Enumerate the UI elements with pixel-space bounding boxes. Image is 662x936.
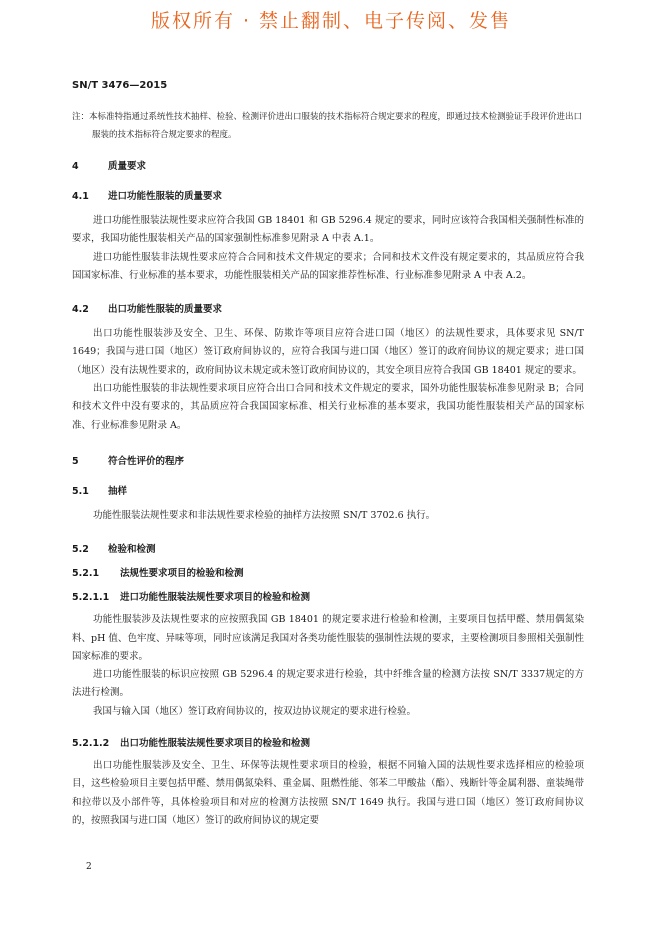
section-4-1-heading: [72, 188, 584, 202]
section-number: 4.2: [72, 304, 89, 316]
section-5-heading: [72, 453, 584, 467]
paragraph: 我国与输入国（地区）签订政府间协议的，按双边协议规定的要求进行检验。: [93, 705, 417, 717]
section-number: 5: [72, 455, 79, 467]
section-number: 5.2.1.2: [72, 738, 110, 750]
section-5-2-1-2-heading: [72, 735, 584, 749]
section-number: 5.1: [72, 485, 89, 497]
section-title: 法规性要求项目的检验和检测: [120, 568, 244, 580]
section-title: 进口功能性服装法规性要求项目的检验和检测: [120, 592, 311, 604]
section-title: 质量要求: [108, 161, 147, 172]
document-body: [72, 108, 584, 830]
standard-number: SN/T 3476—2015: [72, 80, 168, 91]
section-5-2-1-1-heading: [72, 589, 584, 603]
paragraph: 出口功能性服装的非法规性要求项目应符合出口合同和技术文件规定的要求，国外功能性服装标准参见附录 B；合同和技术文件中没有要求的，其品质应符合我国国家标准、相关行业标准的基本要求，我国功能性服装相关产品的国家标准、行业标准参见附录 A。: [72, 383, 584, 431]
section-title: 出口功能性服装法规性要求项目的检验和检测: [120, 738, 311, 750]
section-title: 检验和检测: [108, 544, 156, 556]
section-5-2-1-heading: [72, 565, 584, 579]
section-4-2-heading: [72, 301, 584, 315]
section-number: 4.1: [72, 191, 89, 202]
paragraph: 进口功能性服装非法规性要求应符合合同和技术文件规定的要求；合同和技术文件没有规定要求的，其品质应符合我国国家标准、行业标准的基本要求，功能性服装相关产品的国家推荐性标准、行业标准参见附录 A 中表 A.2。: [72, 251, 584, 281]
paragraph: 功能性服装法规性要求和非法规性要求检验的抽样方法按照 SN/T 3702.6 执行。: [93, 509, 436, 521]
section-number: 4: [72, 161, 79, 172]
section-4-heading: [72, 158, 584, 172]
section-number: 5.2.1: [72, 568, 100, 580]
watermark-banner: 版权所有 · 禁止翻制、电子传阅、发售: [150, 10, 512, 32]
paragraph: 功能性服装涉及法规性要求的应按照我国 GB 18401 的规定要求进行检验和检测，主要项目包括甲醛、禁用偶氮染料、pH 值、色牢度、异味等项，同时应该满足我国对各类功能性服装的强制性法规的要求，主要检测项目参照相关强制性国家标准的要求。: [72, 614, 584, 662]
section-title: 抽样: [108, 485, 128, 497]
section-5-2-heading: [72, 541, 584, 555]
section-title: 进口功能性服装的质量要求: [108, 191, 223, 202]
paragraph: 出口功能性服装涉及安全、卫生、环保、防欺诈等项目应符合进口国（地区）的法规性要求，具体要求见 SN/T 1649；我国与进口国（地区）签订政府间协议的，应符合我国与进口国（地区）签订的政府间协议的规定要求；进口国（地区）没有法规性要求的，政府间协议未规定或未签订政府间协议的，其安全项目应符合我国 GB 18401 规定的要求。: [72, 328, 584, 376]
section-5-1-heading: [72, 483, 584, 497]
paragraph: 进口功能性服装的标识应按照 GB 5296.4 的规定要求进行检验，其中纤维含量的检测方法按 SN/T 3337规定的方法进行检测。: [72, 669, 584, 699]
section-title: 符合性评价的程序: [108, 455, 185, 467]
section-title: 出口功能性服装的质量要求: [108, 304, 223, 316]
paragraph: 进口功能性服装法规性要求应符合我国 GB 18401 和 GB 5296.4 规定的要求，同时应该符合我国相关强制性标准的要求，我国功能性服装相关产品的国家强制性标准参见附录 A 中表 A.1。: [72, 215, 584, 245]
section-number: 5.2.1.1: [72, 592, 110, 604]
paragraph: 出口功能性服装涉及安全、卫生、环保等法规性要求项目的检验，根据不同输入国的法规性要求选择相应的检验项目，这些检验项目主要包括甲醛、禁用偶氮染料、重金属、阻燃性能、邻苯二甲酸盐（酯）、残断针等金属利器、童装绳带和拉带以及小部件等，具体检验项目和对应的检测方法按照 SN/T 1649 执行。我国与进口国（地区）签订政府间协议的，按照我国与进口国（地区）签订的政府间协议的规定要: [72, 760, 584, 826]
section-number: 5.2: [72, 544, 89, 556]
page-number: 2: [86, 862, 92, 872]
note-paragraph: 注：本标准特指通过系统性技术抽样、检验、检测评价进出口服装的技术指标符合规定要求的程度，即通过技术检测验证手段评价进出口服装的技术指标符合规定要求的程度。: [72, 112, 583, 140]
